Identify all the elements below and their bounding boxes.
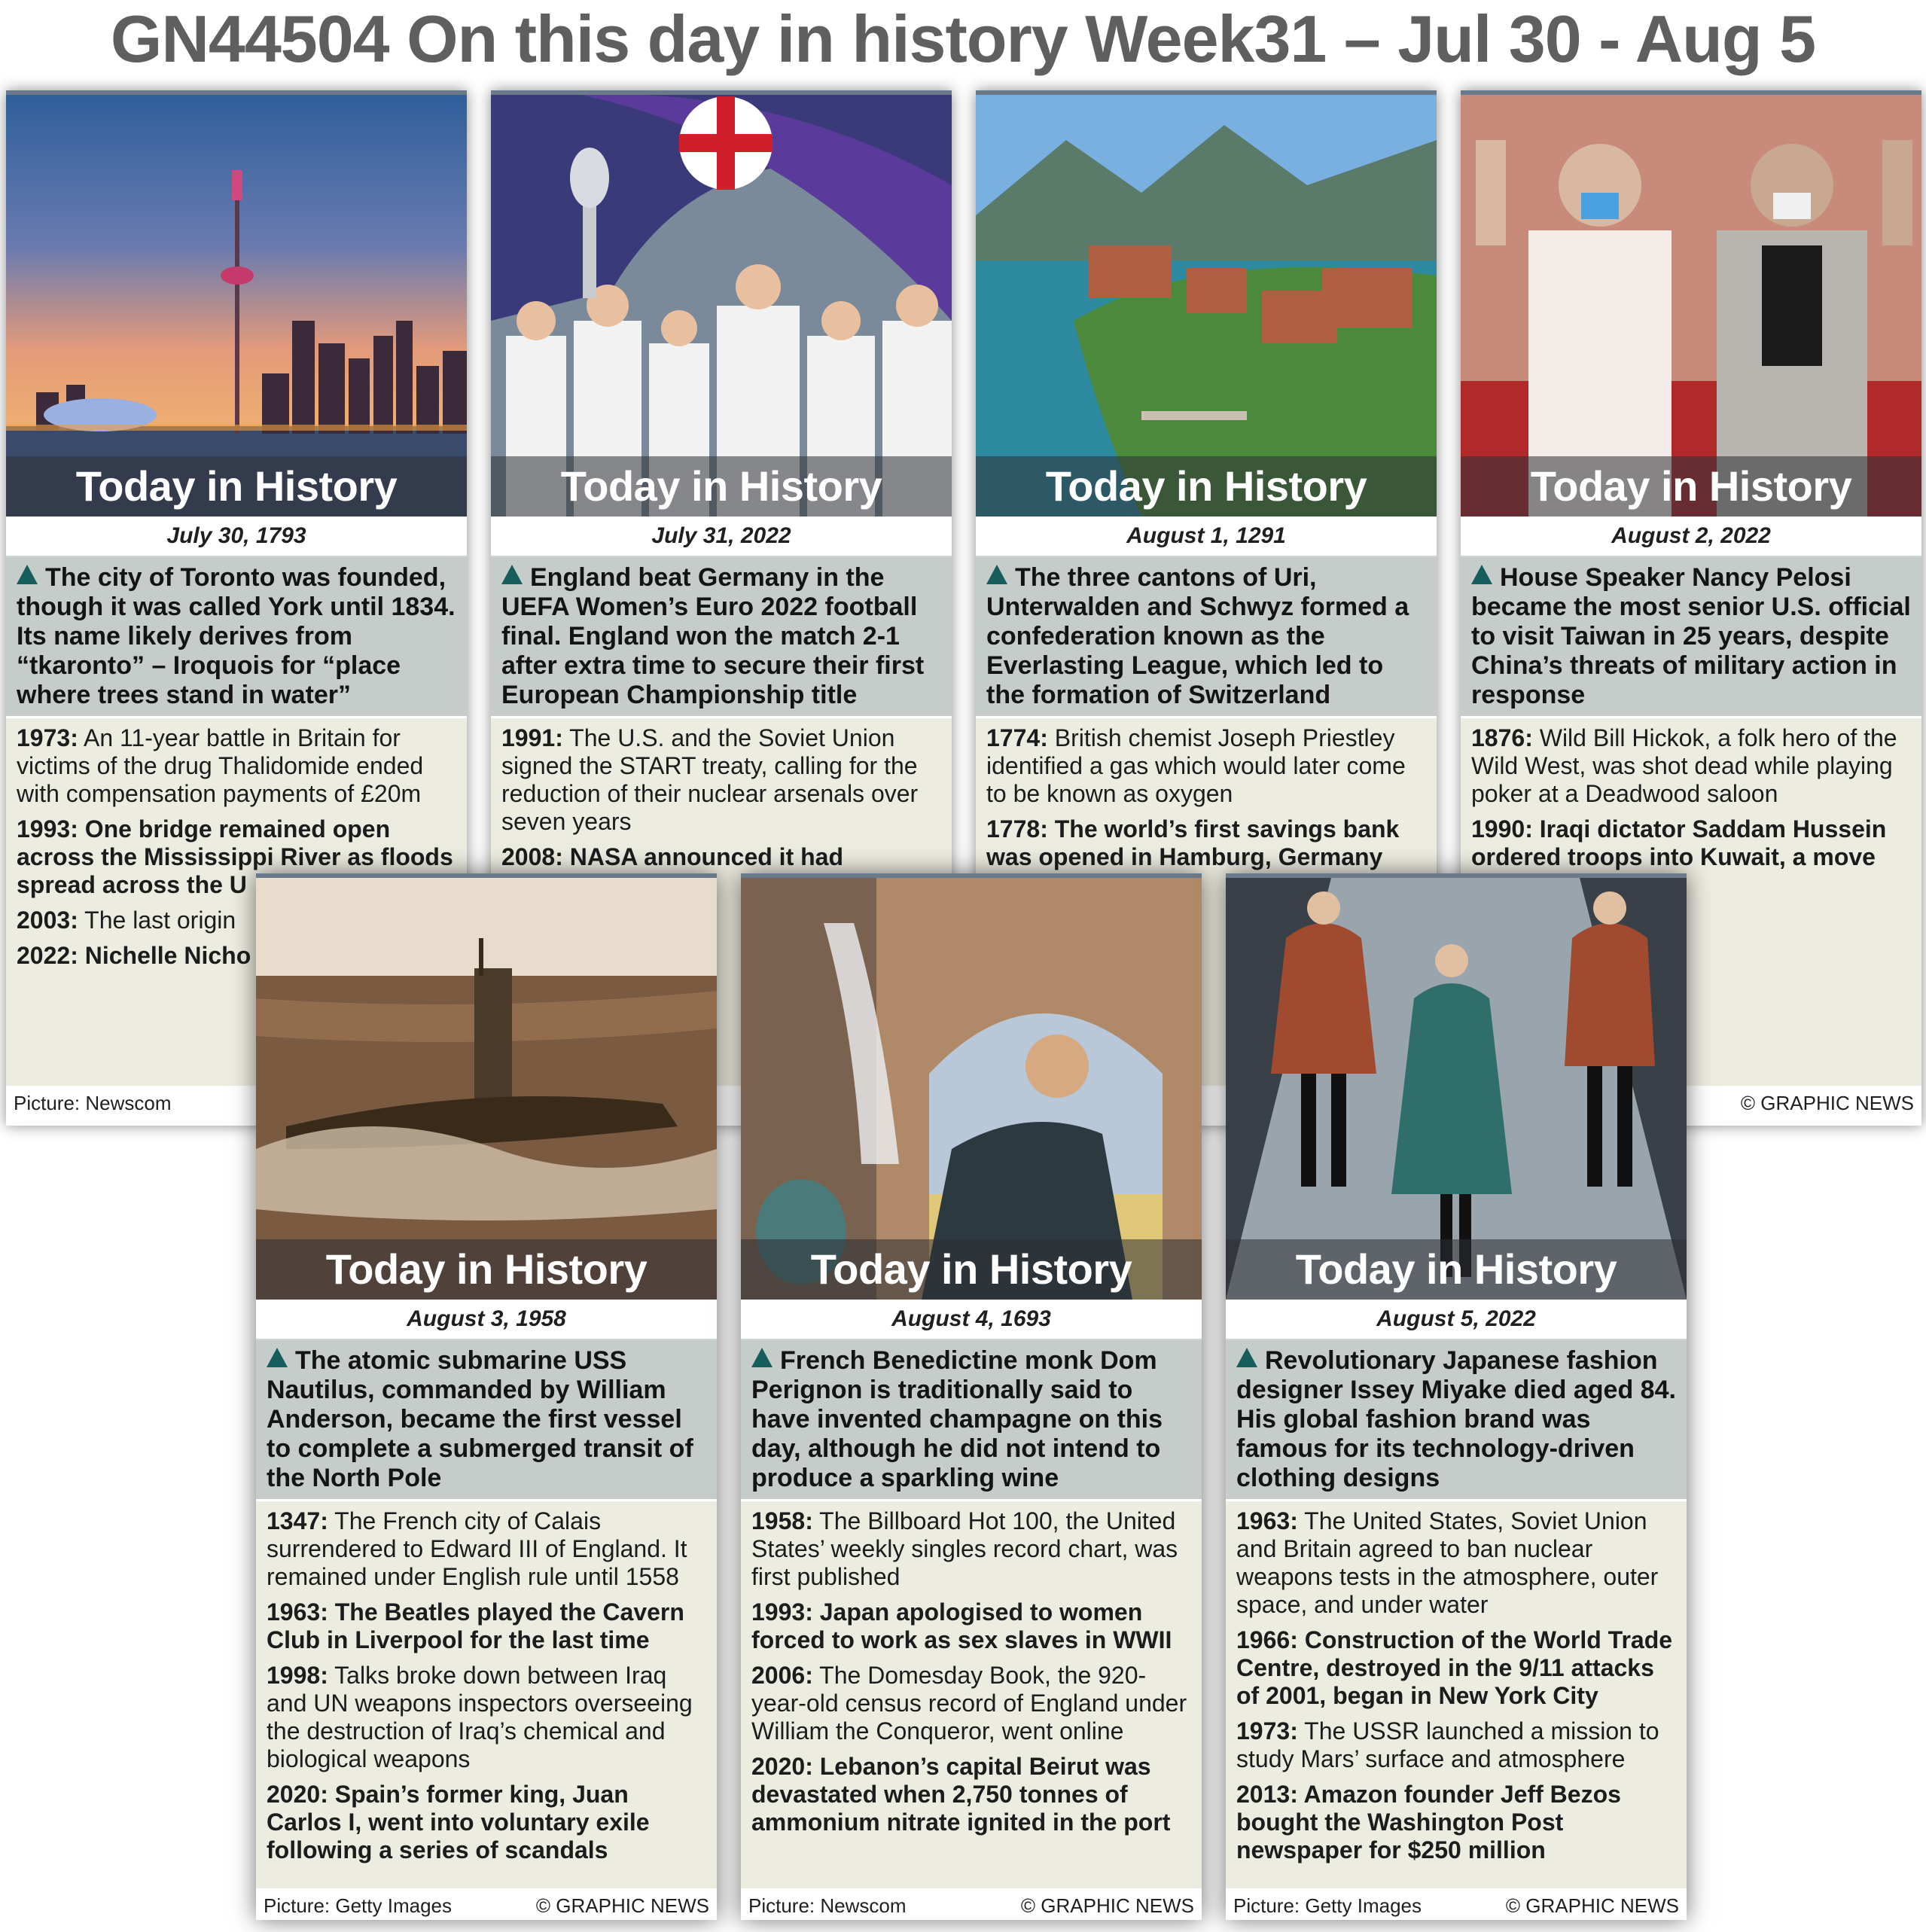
event-item: 1990: Iraqi dictator Saddam Hussein ordered troops into Kuwait, a move bbox=[1471, 815, 1887, 870]
card-date: August 1, 1291 bbox=[976, 517, 1437, 557]
event-item: 2022: Nichelle Nicho bbox=[17, 942, 251, 969]
card-date: July 30, 1793 bbox=[6, 517, 467, 557]
event-item: 1347: The French city of Calais surrendered to Edward III of England. It remained under English rule until 1558 bbox=[267, 1507, 687, 1590]
event-item: 1876: Wild Bill Hickok, a folk hero of the Wild West, was shot dead while playing poker at a Deadwood saloon bbox=[1471, 724, 1897, 807]
card-banner: Today in History bbox=[976, 456, 1437, 517]
triangle-icon bbox=[501, 565, 523, 584]
main-event: The three cantons of Uri, Unterwalden and Schwyz formed a confederation known as the Everlasting League, which led to the formation of Switzerland bbox=[976, 557, 1437, 718]
card-footer: © GRAPHIC NEWS bbox=[1461, 1086, 1921, 1120]
triangle-icon bbox=[1236, 1348, 1257, 1367]
event-item: 1963: The United States, Soviet Union and Britain agreed to ban nuclear weapons tests in the atmosphere, outer space, and under water bbox=[1236, 1507, 1659, 1618]
triangle-icon bbox=[267, 1348, 288, 1367]
card-date: July 31, 2022 bbox=[491, 517, 952, 557]
card-footer: Picture: Newscom © GRAPHIC NEWS bbox=[741, 1888, 1202, 1920]
event-item: 2020: Lebanon’s capital Beirut was devastated when 2,750 tonnes of ammonium nitrate ignited in the port bbox=[751, 1753, 1171, 1836]
triangle-icon bbox=[17, 565, 38, 584]
triangle-icon bbox=[751, 1348, 773, 1367]
photo-uss-nautilus bbox=[256, 873, 717, 1300]
card-footer: Picture: Getty Images © GRAPHIC NEWS bbox=[256, 1888, 717, 1920]
page-title: GN44504 On this day in history Week31 – Jul 30 - Aug 5 bbox=[110, 2, 1816, 76]
pelosi-taiwan-image bbox=[1461, 95, 1921, 517]
event-item: 2003: The last origin bbox=[17, 907, 236, 934]
main-event: The atomic submarine USS Nautilus, commanded by William Anderson, became the first vessel to complete a submerged transit of the North Pole bbox=[256, 1340, 717, 1501]
main-event: England beat Germany in the UEFA Women’s Euro 2022 football final. England won the match 2-1 after extra time to secure their first European Championship title bbox=[491, 557, 952, 718]
photo-issey-miyake-runway bbox=[1226, 873, 1687, 1300]
card-august-4 bbox=[741, 873, 1202, 1920]
card-date: August 5, 2022 bbox=[1226, 1300, 1687, 1340]
event-item: 1993: One bridge remained open across the Mississippi River as floods spread across the U bbox=[17, 815, 453, 898]
event-item: 2008: NASA announced it had bbox=[501, 843, 843, 870]
card-date: August 2, 2022 bbox=[1461, 517, 1921, 557]
card-banner: Today in History bbox=[741, 1239, 1202, 1300]
card-date: August 3, 1958 bbox=[256, 1300, 717, 1340]
triangle-icon bbox=[1471, 565, 1492, 584]
event-item: 1958: The Billboard Hot 100, the United States’ weekly singles record chart, was first published bbox=[751, 1507, 1178, 1590]
triangle-icon bbox=[986, 565, 1007, 584]
card-banner: Today in History bbox=[1226, 1239, 1687, 1300]
event-item: 1774: British chemist Joseph Priestley identified a gas which would later come to be known as oxygen bbox=[986, 724, 1406, 807]
photo-dom-perignon bbox=[741, 873, 1202, 1300]
event-item: 2006: The Domesday Book, the 920-year-old census record of England under William the Conqueror, went online bbox=[751, 1662, 1187, 1745]
event-item: 1778: The world’s first savings bank was opened in Hamburg, Germany bbox=[986, 815, 1400, 870]
event-list bbox=[1226, 1501, 1687, 1888]
card-banner: Today in History bbox=[6, 456, 467, 517]
toronto-skyline-image bbox=[6, 95, 467, 517]
main-event: Revolutionary Japanese fashion designer Issey Miyake died aged 84. His global fashion brand was famous for its technology-driven clothing designs bbox=[1226, 1340, 1687, 1501]
card-august-3 bbox=[256, 873, 717, 1920]
photo-england-celebration bbox=[491, 90, 952, 517]
card-footer: Picture: Getty Images © GRAPHIC NEWS bbox=[1226, 1888, 1687, 1920]
event-item: 1973: An 11-year battle in Britain for victims of the drug Thalidomide ended with compensation payments of £20m bbox=[17, 724, 424, 807]
card-date: August 4, 1693 bbox=[741, 1300, 1202, 1340]
dom-perignon-painting bbox=[741, 878, 1202, 1300]
photo-swiss-lake bbox=[976, 90, 1437, 517]
card-august-5 bbox=[1226, 873, 1687, 1920]
event-item: 1991: The U.S. and the Soviet Union signed the START treaty, calling for the reduction of their nuclear arsenals over seven years bbox=[501, 724, 919, 835]
england-team-image bbox=[491, 95, 952, 517]
photo-pelosi-taiwan bbox=[1461, 90, 1921, 517]
card-banner: Today in History bbox=[491, 456, 952, 517]
event-list bbox=[741, 1501, 1202, 1888]
event-item: 1966: Construction of the World Trade Centre, destroyed in the 9/11 attacks of 2001, began in New York City bbox=[1236, 1626, 1673, 1709]
event-item: 2020: Spain’s former king, Juan Carlos I, went into voluntary exile following a series of scandals bbox=[267, 1781, 650, 1863]
card-banner: Today in History bbox=[1461, 456, 1921, 517]
event-item: 2013: Amazon founder Jeff Bezos bought the Washington Post newspaper for $250 million bbox=[1236, 1781, 1621, 1863]
card-footer: Picture: Newscom bbox=[6, 1086, 467, 1120]
main-event: French Benedictine monk Dom Perignon is traditionally said to have invented champagne on this day, although he did not intend to produce a sparkling wine bbox=[741, 1340, 1202, 1501]
event-list bbox=[256, 1501, 717, 1888]
event-item: 1963: The Beatles played the Cavern Club in Liverpool for the last time bbox=[267, 1598, 684, 1653]
main-event: The city of Toronto was founded, though it was called York until 1834. Its name likely derives from “tkaronto” – Iroquois for “place where trees stand in water” bbox=[6, 557, 467, 718]
fashion-runway-image bbox=[1226, 878, 1687, 1300]
event-item: 1998: Talks broke down between Iraq and UN weapons inspectors overseeing the destruction of Iraq’s chemical and biological weapons bbox=[267, 1662, 693, 1772]
photo-toronto-skyline bbox=[6, 90, 467, 517]
main-event: House Speaker Nancy Pelosi became the most senior U.S. official to visit Taiwan in 25 years, despite China’s threats of military action in response bbox=[1461, 557, 1921, 718]
card-banner: Today in History bbox=[256, 1239, 717, 1300]
submarine-image bbox=[256, 878, 717, 1300]
event-item: 1973: The USSR launched a mission to study Mars’ surface and atmosphere bbox=[1236, 1717, 1659, 1772]
swiss-lake-image bbox=[976, 95, 1437, 517]
event-item: 1993: Japan apologised to women forced to work as sex slaves in WWII bbox=[751, 1598, 1172, 1653]
